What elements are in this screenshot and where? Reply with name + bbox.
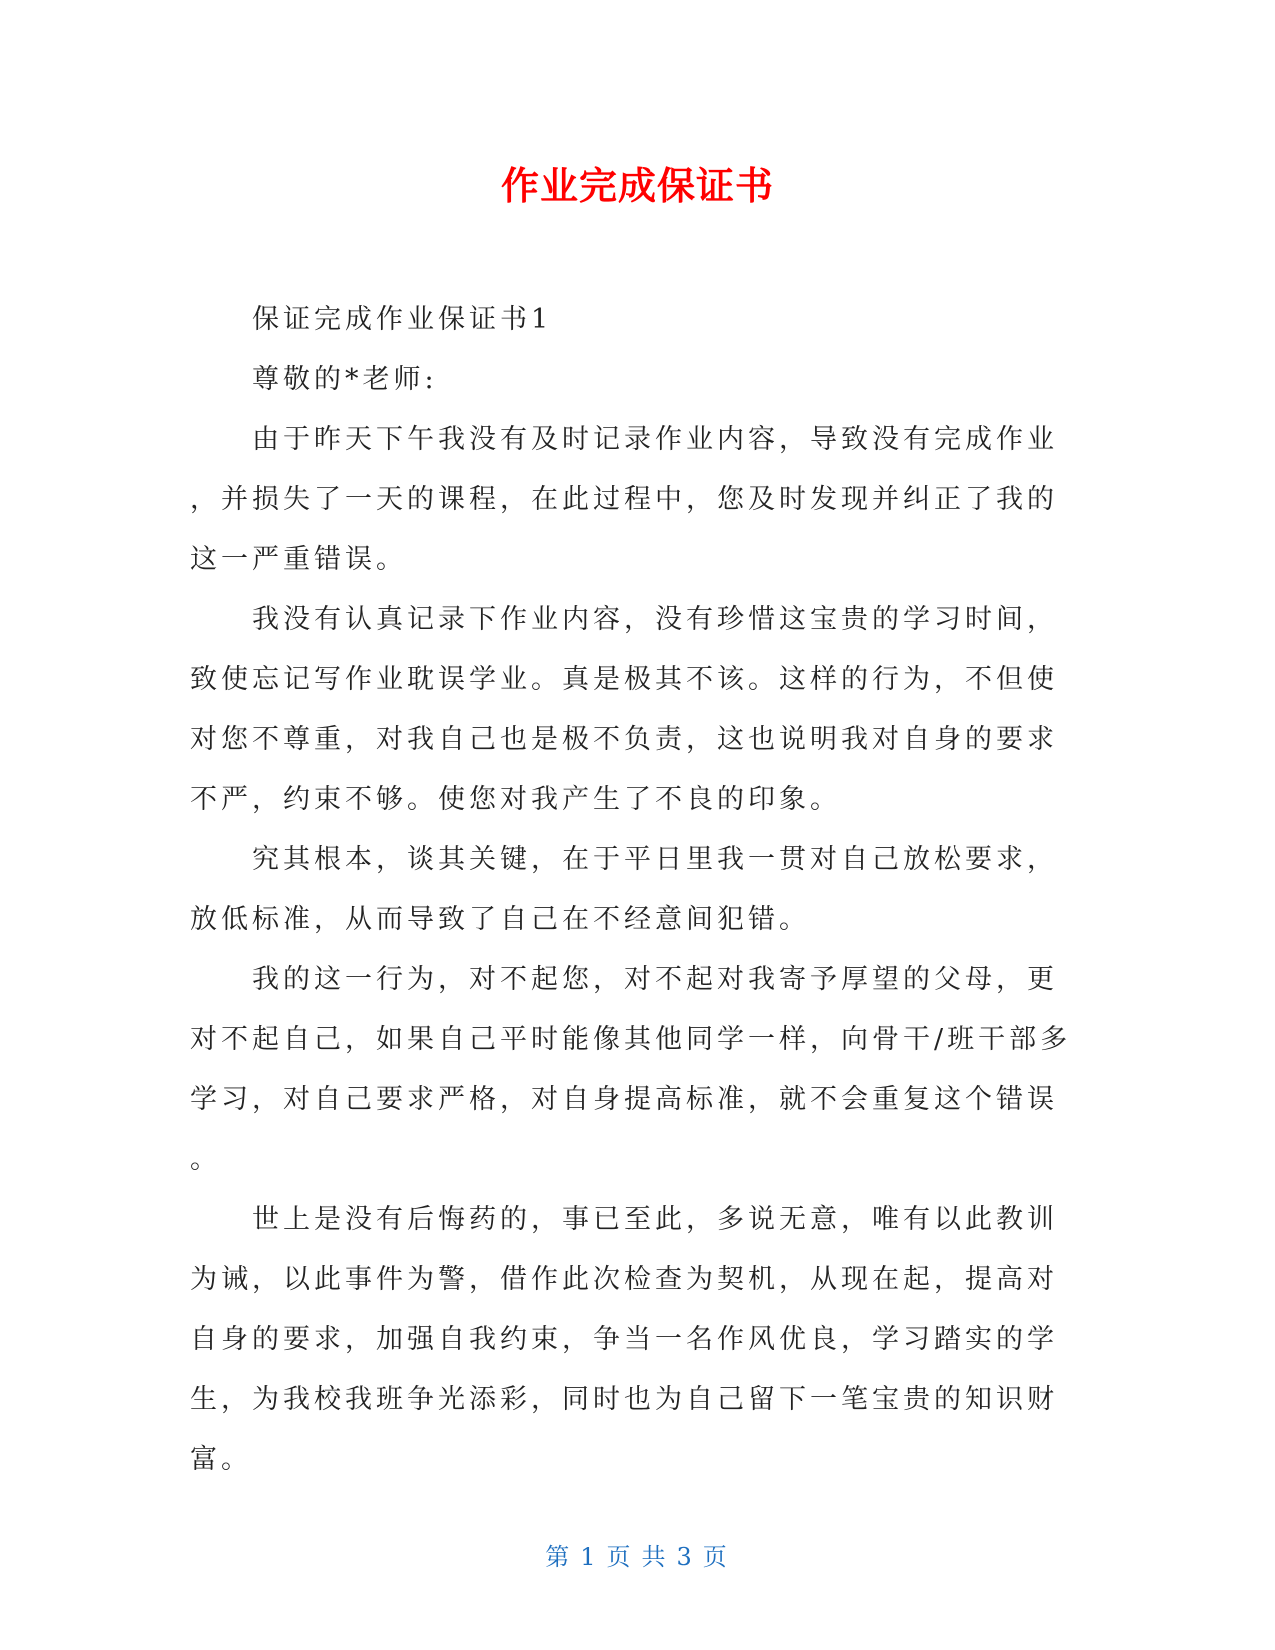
paragraph-line: 生，为我校我班争光添彩，同时也为自己留下一笔宝贵的知识财 [190,1384,1058,1415]
paragraph-line: 为诫，以此事件为警，借作此次检查为契机，从现在起，提高对 [190,1264,1058,1295]
paragraph-line: 保证完成作业保证书1 [252,304,553,335]
footer-current-page: 1 [580,1543,599,1571]
paragraph-line: 究其根本，谈其关键，在于平日里我一贯对自己放松要求， [252,844,1058,875]
paragraph-line: 我的这一行为，对不起您，对不起对我寄予厚望的父母，更 [252,964,1058,995]
footer-total-pages: 3 [676,1543,695,1571]
footer-page-label: 第 [545,1543,573,1571]
paragraph-line: 对您不尊重，对我自己也是极不负责，这也说明我对自身的要求 [190,724,1058,755]
paragraph-line: 不严，约束不够。使您对我产生了不良的印象。 [190,784,841,815]
paragraph-line: 由于昨天下午我没有及时记录作业内容，导致没有完成作业 [252,424,1058,455]
page-footer [0,1540,1275,1574]
paragraph-line: 尊敬的*老师: [252,364,438,395]
document-title: 作业完成保证书 [500,164,774,208]
paragraph-line: 致使忘记写作业耽误学业。真是极其不该。这样的行为，不但使 [190,664,1058,695]
paragraph-line: 放低标准，从而导致了自己在不经意间犯错。 [190,904,810,935]
document-body [190,290,1070,1490]
footer-total-unit: 页 [702,1543,730,1571]
paragraph-line: 对不起自己，如果自己平时能像其他同学一样，向骨干/班干部多 [190,1024,1072,1055]
paragraph-line: 。 [190,1144,221,1175]
paragraph-line: 自身的要求，加强自我约束，争当一名作风优良，学习踏实的学 [190,1324,1058,1355]
footer-total-label: 共 [641,1543,669,1571]
paragraph-line: 富。 [190,1444,252,1475]
paragraph-line: 世上是没有后悔药的，事已至此，多说无意，唯有以此教训 [252,1204,1058,1235]
paragraph-line: ，并损失了一天的课程，在此过程中，您及时发现并纠正了我的 [190,484,1058,515]
paragraph-line: 我没有认真记录下作业内容，没有珍惜这宝贵的学习时间， [252,604,1058,635]
footer-page-unit: 页 [606,1543,634,1571]
paragraph-line: 学习，对自己要求严格，对自身提高标准，就不会重复这个错误 [190,1084,1058,1115]
paragraph-line: 这一严重错误。 [190,544,407,575]
